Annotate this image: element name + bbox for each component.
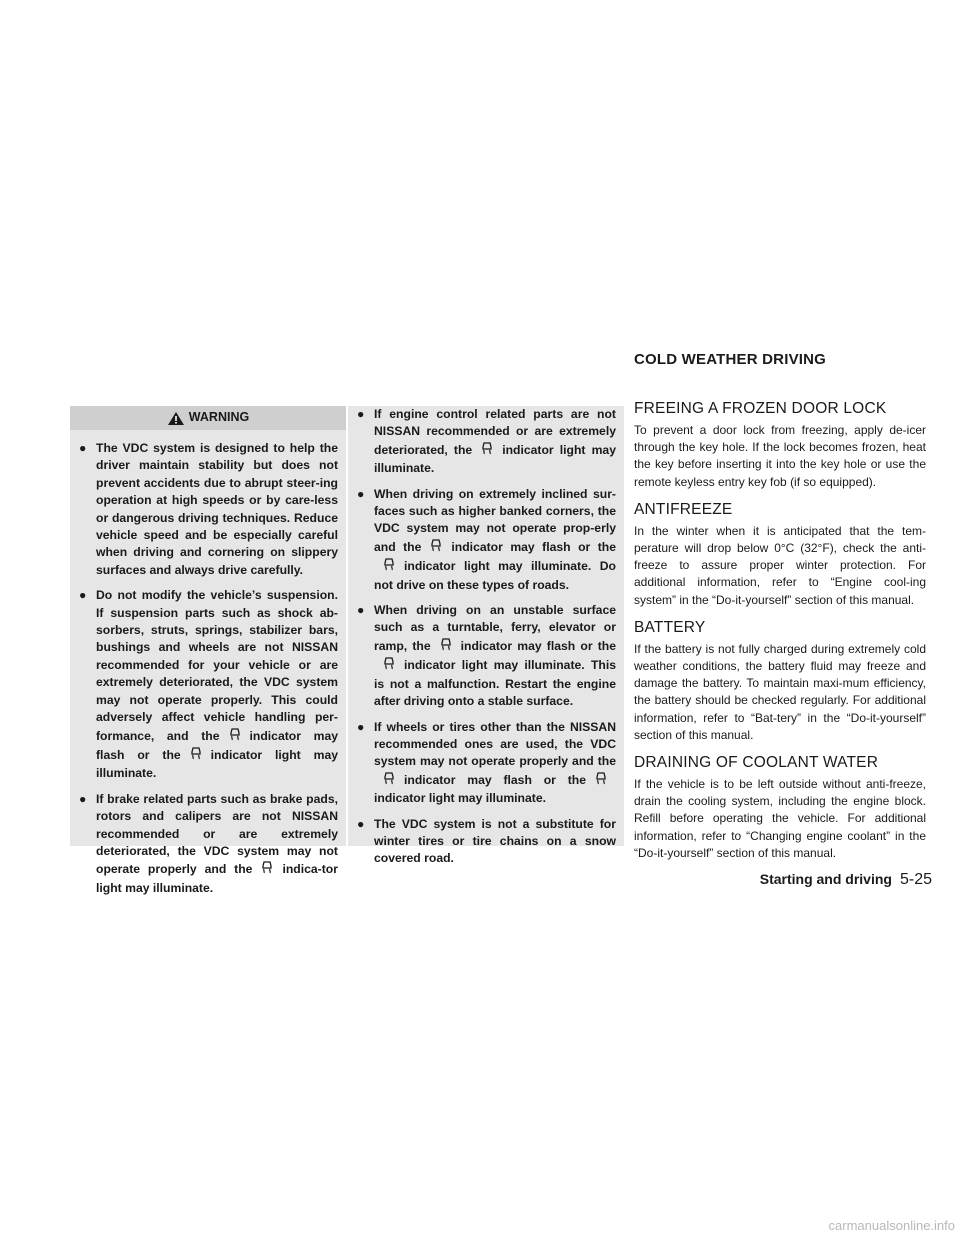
cold-weather-sections [634, 400, 926, 872]
chapter-title: Starting and driving [759, 871, 892, 887]
warning-text: indicator may flash or the [96, 728, 339, 762]
warning-bullet-item [356, 486, 616, 594]
vdc-indicator-icon [252, 860, 282, 879]
warning-text: When driving on an unstable surface such as a turntable, ferry, elevator or ramp, the [374, 603, 616, 653]
section-body: To prevent a door lock from freezing, apply de-icer through the key hole. If the lock becomes frozen, heat the key before inserting it into the key hole or use the remote keyless entry key fob (if so equipped). [634, 423, 926, 489]
warning-text: indicator may flash or the [460, 638, 616, 653]
bullet-dot: ● [357, 816, 365, 831]
warning-text: indicator light may illuminate. This is not a malfunction. Restart the engine after driving onto a stable surface. [374, 658, 616, 709]
warning-text: indicator light may illuminate. Do not drive on these types of roads. [374, 559, 616, 592]
warning-bullet-item [78, 587, 338, 782]
section-heading: DRAINING OF COOLANT WATER [634, 754, 879, 772]
bullet-dot: ● [79, 441, 87, 455]
section-header: COLD WEATHER DRIVING [634, 351, 827, 368]
warning-title-bar [70, 406, 346, 430]
warning-title: WARNING [188, 410, 250, 425]
warning-text: The VDC system is not a substitute for winter tires or tire chains on a snow covered road. [374, 816, 616, 866]
vdc-indicator-icon [431, 637, 461, 656]
bullet-dot: ● [357, 719, 365, 734]
warning-text: indicator light may illuminate. [374, 442, 616, 476]
warning-bullet-item [356, 719, 616, 808]
warning-triangle-icon [167, 411, 185, 426]
bullet-dot: ● [357, 486, 365, 501]
section-body: If the battery is not fully charged during extremely cold weather conditions, the battery fluid may freeze and damage the battery. To maintain maxi-mum efficiency, the battery should be checked regularly. For additional information, refer to “Bat-tery” in the “Do-it-yourself” section of this manual. [634, 641, 926, 742]
section-heading: ANTIFREEZE [634, 500, 733, 518]
vdc-indicator-icon [586, 771, 616, 790]
warning-bullet-item [78, 791, 338, 897]
warning-text: If engine control related parts are not NISSAN recommended or are extremely deteriorated, the [374, 407, 616, 457]
section-heading: FREEING A FROZEN DOOR LOCK [634, 400, 887, 417]
vdc-indicator-icon [421, 538, 451, 557]
warning-text: indica-tor light may illuminate. [96, 862, 338, 895]
vdc-indicator-icon [472, 441, 502, 460]
section-body: In the winter when it is anticipated that the tem-perature will drop below 0°C (32°F), check the anti-freeze to assure proper winter protection. For additional information, refer to “Engine cool-ing system” in the “Do-it-yourself” section of this manual. [634, 523, 926, 607]
warning-text: indicator light may illuminate. [374, 791, 547, 806]
warning-text: indicator may flash or the [451, 539, 616, 554]
bullet-dot: ● [357, 603, 365, 618]
vdc-indicator-icon [220, 727, 250, 746]
warning-bullet-item [356, 602, 616, 710]
page-number: 5-25 [899, 871, 932, 888]
warning-box-left [70, 406, 346, 895]
warning-bullet-item [356, 406, 616, 478]
page-footer [732, 871, 932, 889]
warning-text: If wheels or tires other than the NISSAN recommended ones are used, the VDC system may not operate properly and the [374, 719, 616, 769]
section-heading: BATTERY [634, 618, 706, 636]
section-body: If the vehicle is to be left outside without anti-freeze, drain the cooling system, including the engine block. Refill before operating the vehicle. For additional information, refer to “Changing engine coolant” in the “Do-it-yourself” section of this manual. [634, 777, 926, 860]
vdc-indicator-icon [374, 656, 404, 675]
vdc-indicator-icon [374, 771, 404, 790]
warning-bullet-item [356, 816, 616, 868]
warning-list-right [356, 406, 616, 868]
warning-text: Do not modify the vehicle’s suspension. If suspension parts such as shock ab-sorbers, struts, springs, stabilizer bars, bushings and wheels are not NISSAN recommended for your vehicle or are extremely deteriorated, the VDC system may not operate properly. This could adversely affect vehicle handling per-formance, and the [96, 588, 338, 743]
bullet-dot: ● [79, 791, 87, 806]
warning-list-left [78, 440, 338, 897]
vdc-indicator-icon [374, 557, 404, 576]
bullet-dot: ● [357, 407, 365, 421]
warning-bullet-item [78, 440, 338, 579]
warning-box-right [348, 406, 624, 866]
warning-text: indicator may flash or the [404, 772, 586, 787]
warning-text: When driving on extremely inclined sur-faces such as higher banked corners, the VDC system may not operate prop-erly and the [374, 486, 616, 554]
vdc-indicator-icon [181, 746, 211, 765]
warning-text: indicator light may illuminate. [96, 747, 338, 781]
warning-text: If brake related parts such as brake pads, rotors and calipers are not NISSAN recommended or are extremely deteriorated, the VDC system may not operate properly and the [96, 791, 338, 877]
warning-text: The VDC system is designed to help the driver maintain stability but does not prevent accidents due to abrupt steer-ing operation at high speeds or by care-less or dangerous driving techniques. Reduce vehicle speed and be especially careful when driving and cornering on slippery surfaces and always drive carefully. [96, 441, 338, 577]
watermark: carmanualsonline.info [828, 1218, 955, 1233]
bullet-dot: ● [79, 588, 87, 603]
